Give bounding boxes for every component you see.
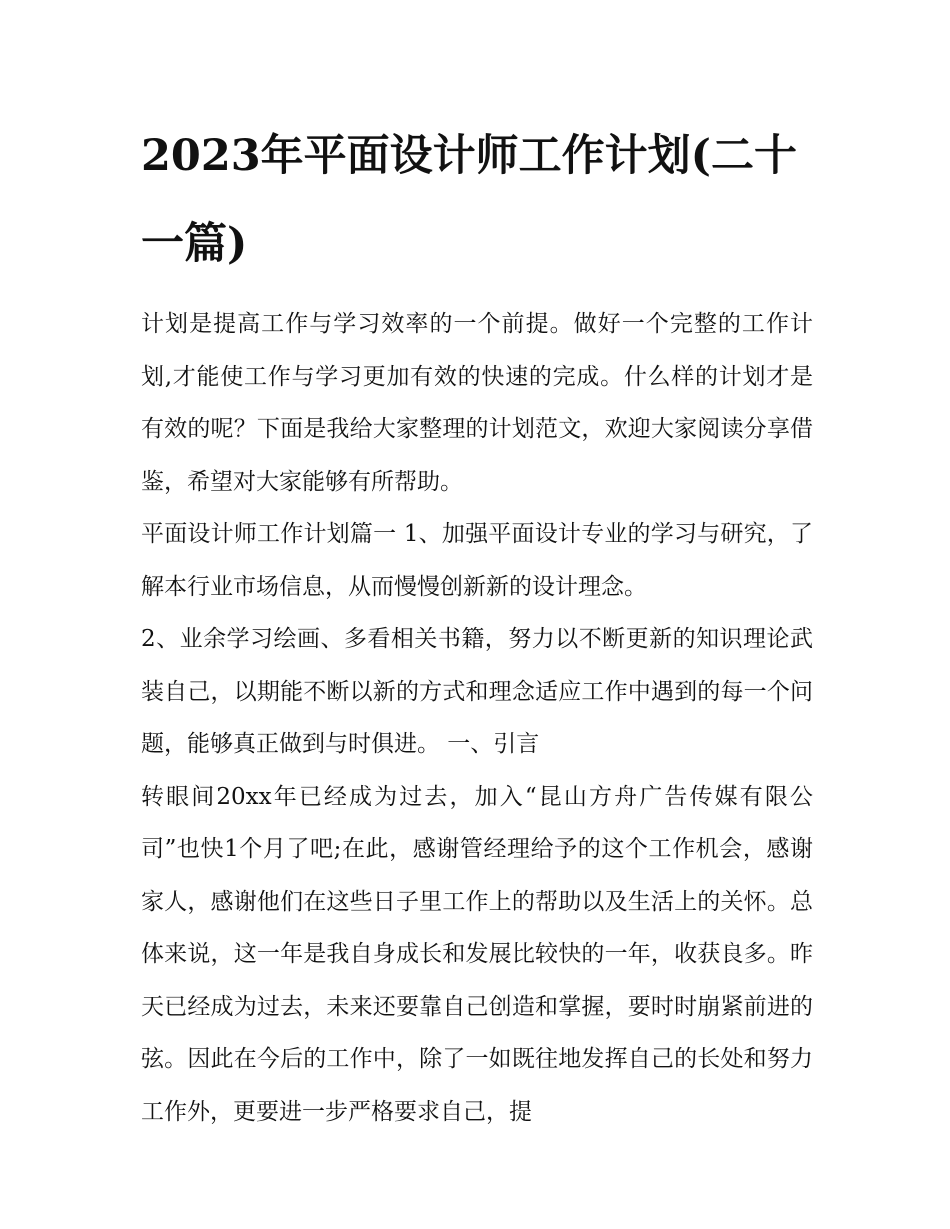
paragraph-plan-2: 2、业余学习绘画、多看相关书籍，努力以不断更新的知识理论武装自己，以期能不断以新的方式和理念适应工作中遇到的每一个问题，能够真正做到与时俱进。 一、引言 [141, 626, 813, 757]
document-content [141, 112, 813, 1138]
document-title: 2023年平面设计师工作计划(二十一篇) [141, 131, 798, 269]
paragraph-plan-1: 平面设计师工作计划篇一 1、加强平面设计专业的学习与研究，了解本行业市场信息，从而慢慢创新新的设计理念。 [141, 521, 813, 600]
paragraph-review: 转眼间20xx年已经成为过去，加入“昆山方舟广告传媒有限公司”也快1个月了吧;在此，感谢管经理给予的这个工作机会，感谢家人，感谢他们在这些日子里工作上的帮助以及生活上的关怀。总体来说，这一年是我自身成长和发展比较快的一年，收获良多。昨天已经成为过去，未来还要靠自己创造和掌握，要时时崩紧前进的弦。因此在今后的工作中，除了一如既往地发挥自己的长处和努力工作外，更要进一步严格要求自己，提 [141, 783, 813, 1125]
paragraph-intro: 计划是提高工作与学习效率的一个前提。做好一个完整的工作计划,才能使工作与学习更加有效的快速的完成。什么样的计划才是有效的呢？下面是我给大家整理的计划范文，欢迎大家阅读分享借鉴，希望对大家能够有所帮助。 [141, 311, 813, 495]
document-body [141, 298, 813, 1138]
